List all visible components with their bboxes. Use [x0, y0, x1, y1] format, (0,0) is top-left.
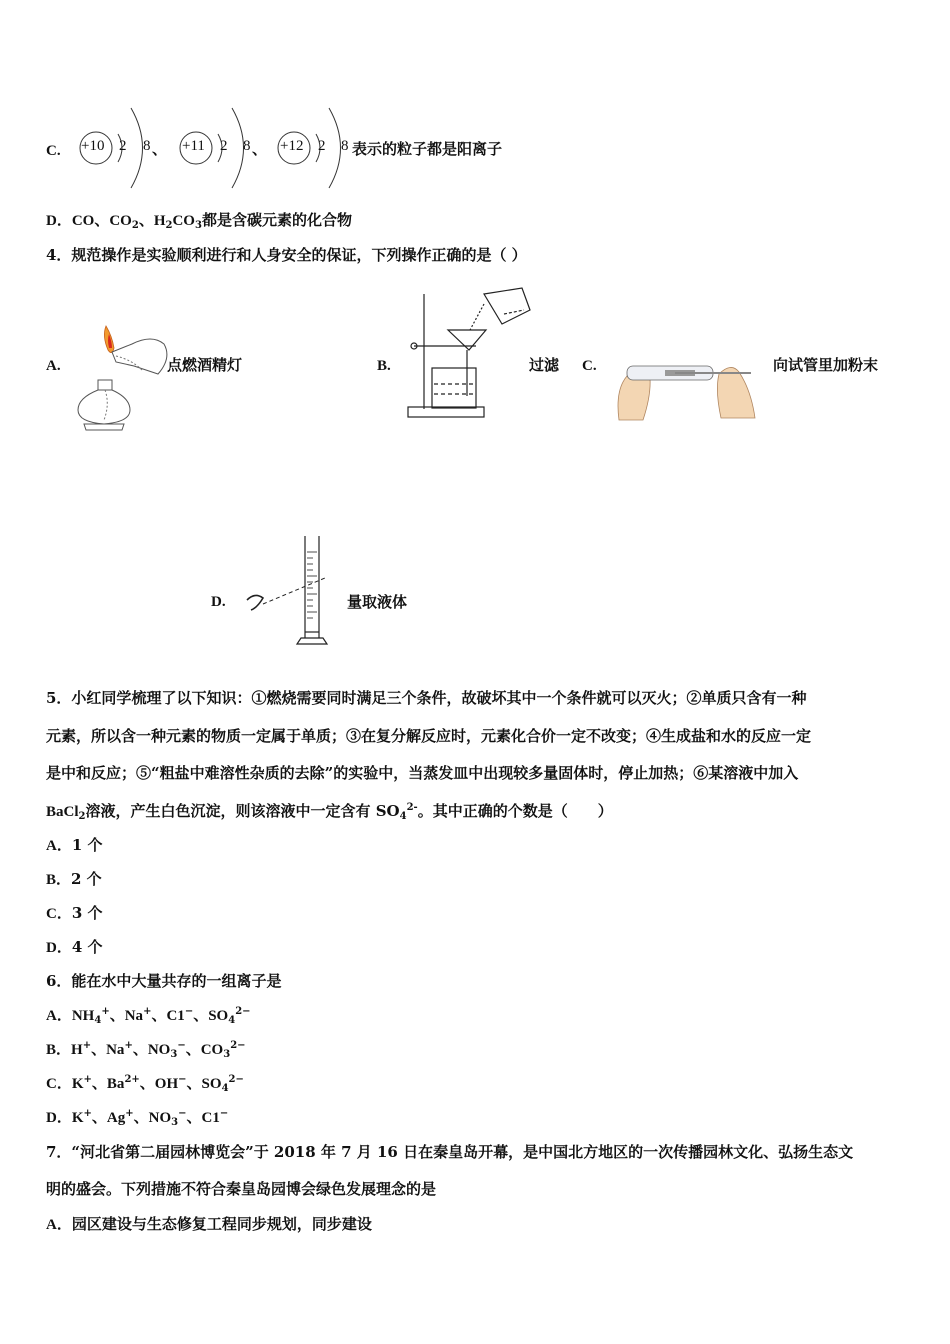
q4-option-d-caption: 量取液体: [347, 593, 408, 611]
atom-2-shell-1: 2: [220, 138, 228, 154]
q5-stem-line-2: 元素，所以含一种元素的物质一定属于单质；③在复分解反应时，元素化合价一定不改变；④生成盐和水的反应一定: [46, 727, 812, 745]
q7-option-a: A．园区建设与生态修复工程同步规划，同步建设: [46, 1215, 372, 1233]
q6-stem: 6．能在水中大量共存的一组离子是: [46, 972, 282, 990]
test-tube-powder-icon: [615, 350, 765, 420]
q5-stem-line-4: BaCl$_2$溶液，产生白色沉淀，则该溶液中一定含有 $SO_4^{2-}$。其中正确的个数是（ ）: [46, 802, 613, 822]
q5-option-d: D．4 个: [46, 938, 103, 956]
q5-stem-line-1: 5．小红同学梳理了以下知识：①燃烧需要同时满足三个条件，故破坏其中一个条件就可以灭火；②单质只含有一种: [46, 689, 807, 707]
q6-option-d: D．K+、Ag+、$NO_3^-$、C1−: [46, 1108, 229, 1128]
q4-stem: 4．规范操作是实验顺利进行和人身安全的保证，下列操作正确的是（ ）: [46, 246, 527, 264]
q6-option-b: B．H+、Na+、$NO_3^-$、$CO_3^{2-}$: [46, 1040, 246, 1060]
q5-option-b: B．2 个: [46, 870, 102, 888]
q4-option-d-label: D.: [211, 594, 226, 610]
q6-option-c: C．K+、$Ba^{2+}$、OH−、$SO_4^{2-}$: [46, 1074, 244, 1094]
atom-1-nucleus: +10: [81, 138, 105, 154]
atom-3-shell-1: 2: [318, 138, 326, 154]
atom-1-shell-1: 2: [119, 138, 127, 154]
q5-option-a: A．1 个: [46, 836, 103, 854]
q7-stem-line-1: 7．“河北省第二届园林博览会”于 2018 年 7 月 16 日在秦皇岛开幕，是中国北方地区的一次传播园林文化、弘扬生态文: [46, 1143, 854, 1161]
atom-2-nucleus: +11: [182, 138, 205, 154]
q4-option-b-label: B.: [377, 358, 391, 374]
q3-option-c: [46, 140, 61, 161]
atom-1-shell-2: 8: [143, 138, 151, 154]
q4-option-a-label: A.: [46, 358, 61, 374]
q4-option-c-caption: 向试管里加粉末: [773, 356, 879, 374]
option-label: C.: [46, 143, 61, 159]
q5-option-c: C．3 个: [46, 904, 103, 922]
q5-stem-line-3: 是中和反应；⑤“粗盐中难溶性杂质的去除”的实验中，当蒸发皿中出现较多量固体时，停止加热；⑥某溶液中加入: [46, 764, 799, 782]
separator: 、: [252, 142, 268, 158]
q4-option-b-caption: 过滤: [529, 356, 560, 374]
atom-2-shell-2: 8: [243, 138, 251, 154]
q3-option-d: D．CO、$CO_2$、$H_2CO_3$都是含碳元素的化合物: [46, 211, 352, 231]
q4-option-c-label: C.: [582, 358, 597, 374]
q4-option-a-caption: 点燃酒精灯: [167, 356, 243, 374]
filtration-apparatus-icon: [404, 284, 534, 429]
graduated-cylinder-icon: [245, 532, 355, 652]
atom-3-nucleus: +12: [280, 138, 304, 154]
q7-stem-line-2: 明的盛会。下列措施不符合秦皇岛园博会绿色发展理念的是: [46, 1180, 437, 1198]
alcohol-lamp-lighting-icon: [72, 326, 172, 436]
separator: 、: [152, 142, 168, 158]
q3-option-c-text: 表示的粒子都是阳离子: [352, 140, 503, 158]
q6-option-a: A．$NH_4^+$、Na+、C1−、$SO_4^{2-}$: [46, 1006, 251, 1026]
atom-3-shell-2: 8: [341, 138, 349, 154]
